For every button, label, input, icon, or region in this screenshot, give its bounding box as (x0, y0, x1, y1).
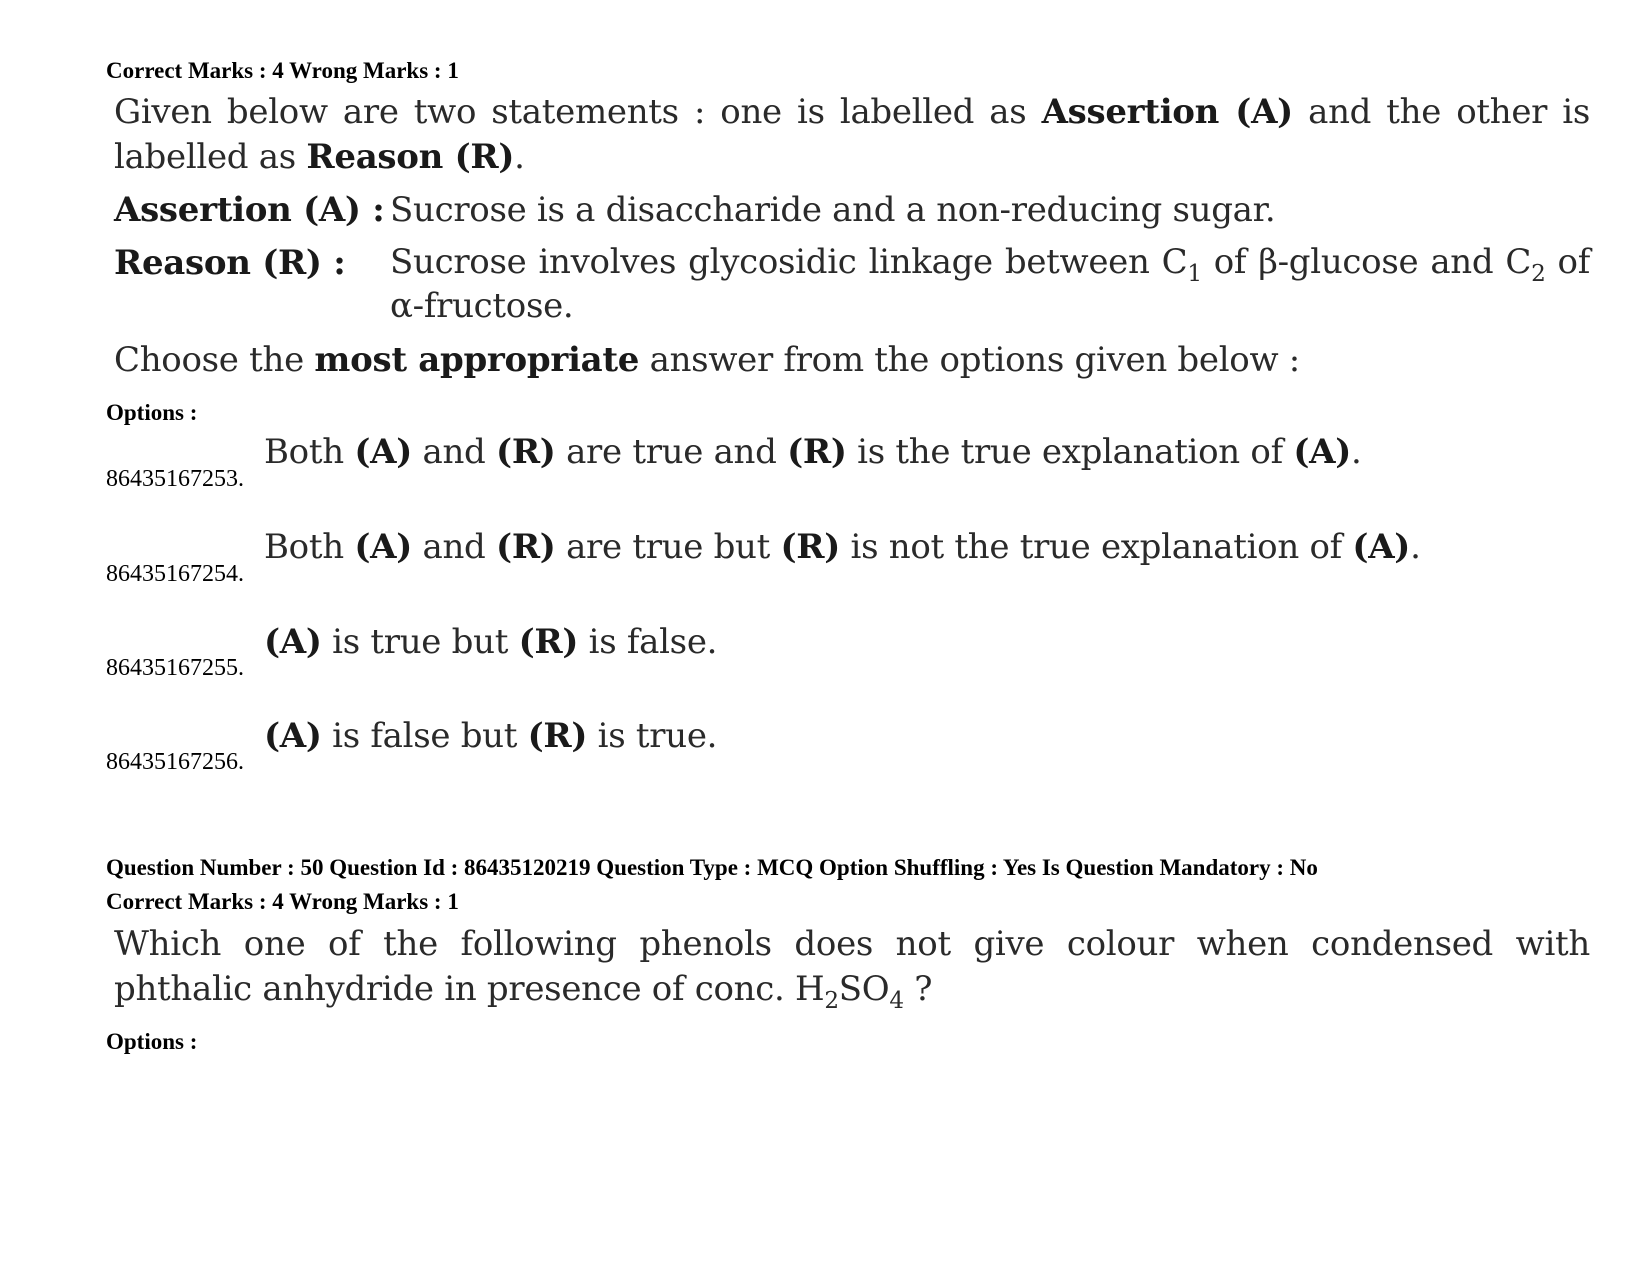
option-1-text[interactable]: Both (A) and (R) are true and (R) is the true explanation of (A). (264, 432, 1362, 472)
option-4-id: 86435167256. (106, 749, 244, 775)
choose-instruction: Choose the most appropriate answer from the options given below : (114, 340, 1300, 380)
q50-header: Question Number : 50 Question Id : 86435120219 Question Type : MCQ Option Shuffling : Yes Is Question Mandatory : No (106, 855, 1318, 880)
reason-label: Reason (R) : (114, 243, 346, 283)
q50-marks: Correct Marks : 4 Wrong Marks : 1 (106, 889, 459, 914)
option-3-text[interactable]: (A) is true but (R) is false. (264, 622, 718, 662)
q49-options-label: Options : (106, 400, 198, 425)
option-3-id: 86435167255. (106, 655, 244, 681)
q49-intro: Given below are two statements : one is labelled as Assertion (A) and the other is labelled as Reason (R). (114, 92, 1590, 177)
option-2-text[interactable]: Both (A) and (R) are true but (R) is not the true explanation of (A). (264, 527, 1421, 567)
q50-options-label: Options : (106, 1029, 198, 1054)
option-4-text[interactable]: (A) is false but (R) is true. (264, 716, 718, 756)
assertion-label: Assertion (A) : (114, 190, 385, 230)
reason-text: Sucrose involves glycosidic linkage between $C_1$ of β-glucose and $C_2$ of α-fructose. (390, 242, 1590, 326)
option-2-id: 86435167254. (106, 561, 244, 587)
assertion-text: Sucrose is a disaccharide and a non-reducing sugar. (390, 190, 1276, 230)
option-1-id: 86435167253. (106, 466, 244, 492)
q49-marks: Correct Marks : 4 Wrong Marks : 1 (106, 58, 459, 83)
q50-question-text: Which one of the following phenols does not give colour when condensed with phthalic anhydride in presence of conc. $H_2SO_4$ ? (114, 924, 1590, 1015)
